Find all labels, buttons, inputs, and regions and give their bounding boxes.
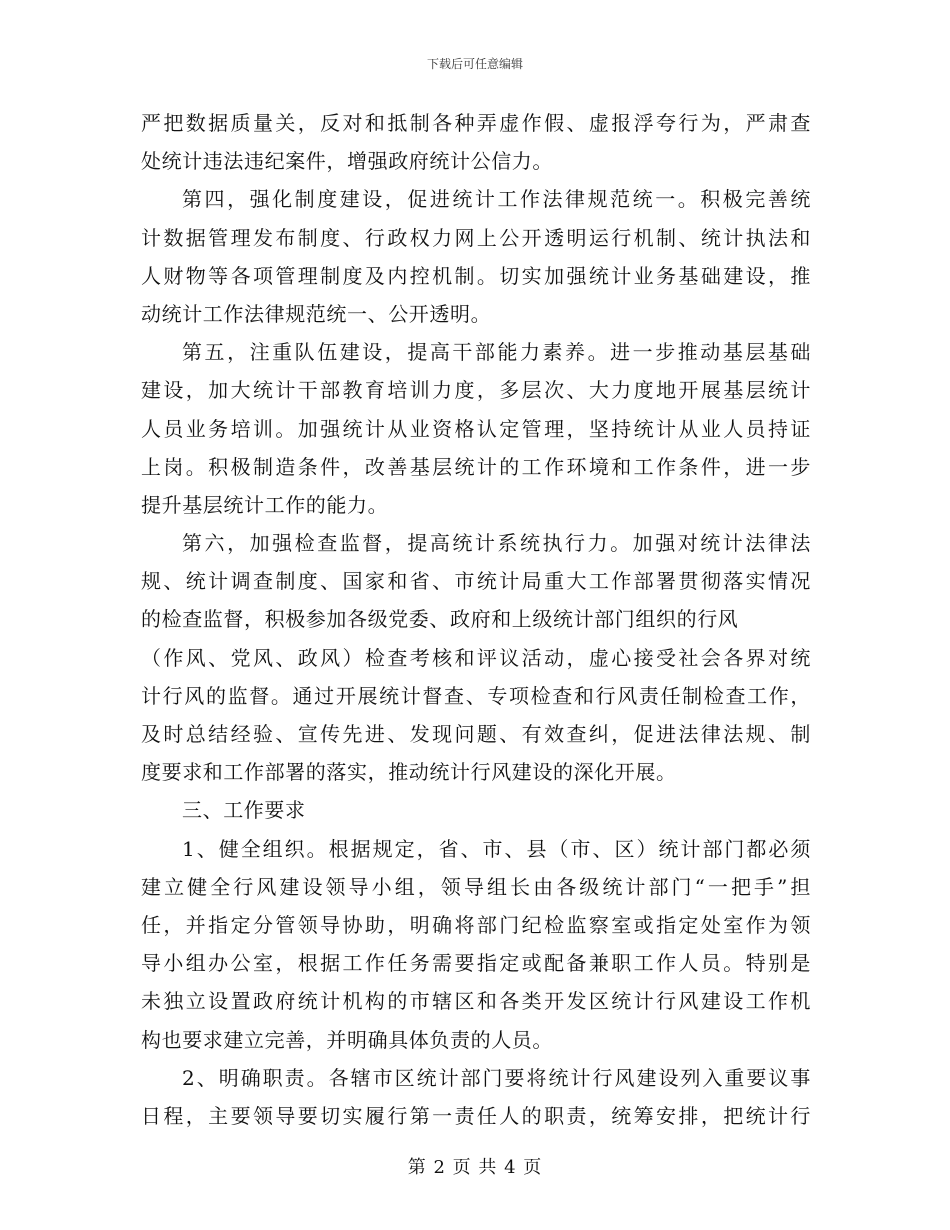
text-line: （作风、党风、政风）检查考核和评议活动，虚心接受社会各界对统 (141, 645, 811, 670)
paragraph-start-line: 第四，强化制度建设，促进统计工作法律规范统一。积极完善统 (182, 187, 811, 212)
text-line: 规、统计调查制度、国家和省、市统计局重大工作部署贯彻落实情况 (141, 569, 811, 594)
text-line: 严把数据质量关，反对和抵制各种弄虚作假、虚报浮夸行为，严肃查 (141, 111, 811, 135)
text-line: 构也要求建立完善，并明确具体负责的人员。 (141, 1027, 553, 1052)
text-line: 导小组办公室，根据工作任务需要指定或配备兼职工作人员。特别是 (141, 951, 811, 976)
page-header: 下载后可任意编辑 (426, 57, 523, 71)
document-body (141, 104, 811, 1135)
text-line: 度要求和工作部署的落实，推动统计行风建设的深化开展。 (141, 760, 677, 785)
paragraph-start-line: 2、明确职责。各辖市区统计部门要将统计行风建设列入重要议事 (182, 1065, 811, 1090)
text-line: 计行风的监督。通过开展统计督查、专项检查和行风责任制检查工作， (141, 683, 811, 708)
text-line: 上岗。积极制造条件，改善基层统计的工作环境和工作条件，进一步 (141, 454, 811, 479)
paragraph-start-line: 第五，注重队伍建设，提高干部能力素养。进一步推动基层基础 (182, 340, 811, 365)
text-line: 提升基层统计工作的能力。 (141, 492, 389, 517)
text-line: 人财物等各项管理制度及内控机制。切实加强统计业务基础建设，推 (141, 263, 811, 288)
section-heading: 三、工作要求 (182, 798, 306, 823)
text-line: 人员业务培训。加强统计从业资格认定管理，坚持统计从业人员持证 (141, 416, 811, 441)
text-line: 计数据管理发布制度、行政权力网上公开透明运行机制、统计执法和 (141, 225, 811, 250)
text-line: 建设，加大统计干部教育培训力度，多层次、大力度地开展基层统计 (141, 378, 811, 403)
text-line: 及时总结经验、宣传先进、发现问题、有效查纠，促进法律法规、制 (141, 722, 811, 746)
paragraph-start-line: 第六，加强检查监督，提高统计系统执行力。加强对统计法律法 (182, 531, 811, 556)
paragraph-start-line: 1、健全组织。根据规定，省、市、县（市、区）统计部门都必须 (182, 836, 811, 861)
text-line: 的检查监督，积极参加各级党委、政府和上级统计部门组织的行风 (141, 607, 739, 632)
text-line: 任，并指定分管领导协助，明确将部门纪检监察室或指定处室作为领 (141, 912, 811, 937)
text-line: 处统计违法违纪案件，增强政府统计公信力。 (141, 149, 553, 174)
page-number-footer: 第 2 页 共 4 页 (407, 1157, 543, 1178)
text-line: 日程，主要领导要切实履行第一责任人的职责，统筹安排，把统计行 (141, 1103, 811, 1128)
text-line: 建立健全行风建设领导小组，领导组长由各级统计部门“一把手”担 (141, 874, 811, 899)
text-line: 未独立设置政府统计机构的市辖区和各类开发区统计行风建设工作机 (141, 989, 811, 1014)
text-line: 动统计工作法律规范统一、公开透明。 (141, 301, 492, 326)
